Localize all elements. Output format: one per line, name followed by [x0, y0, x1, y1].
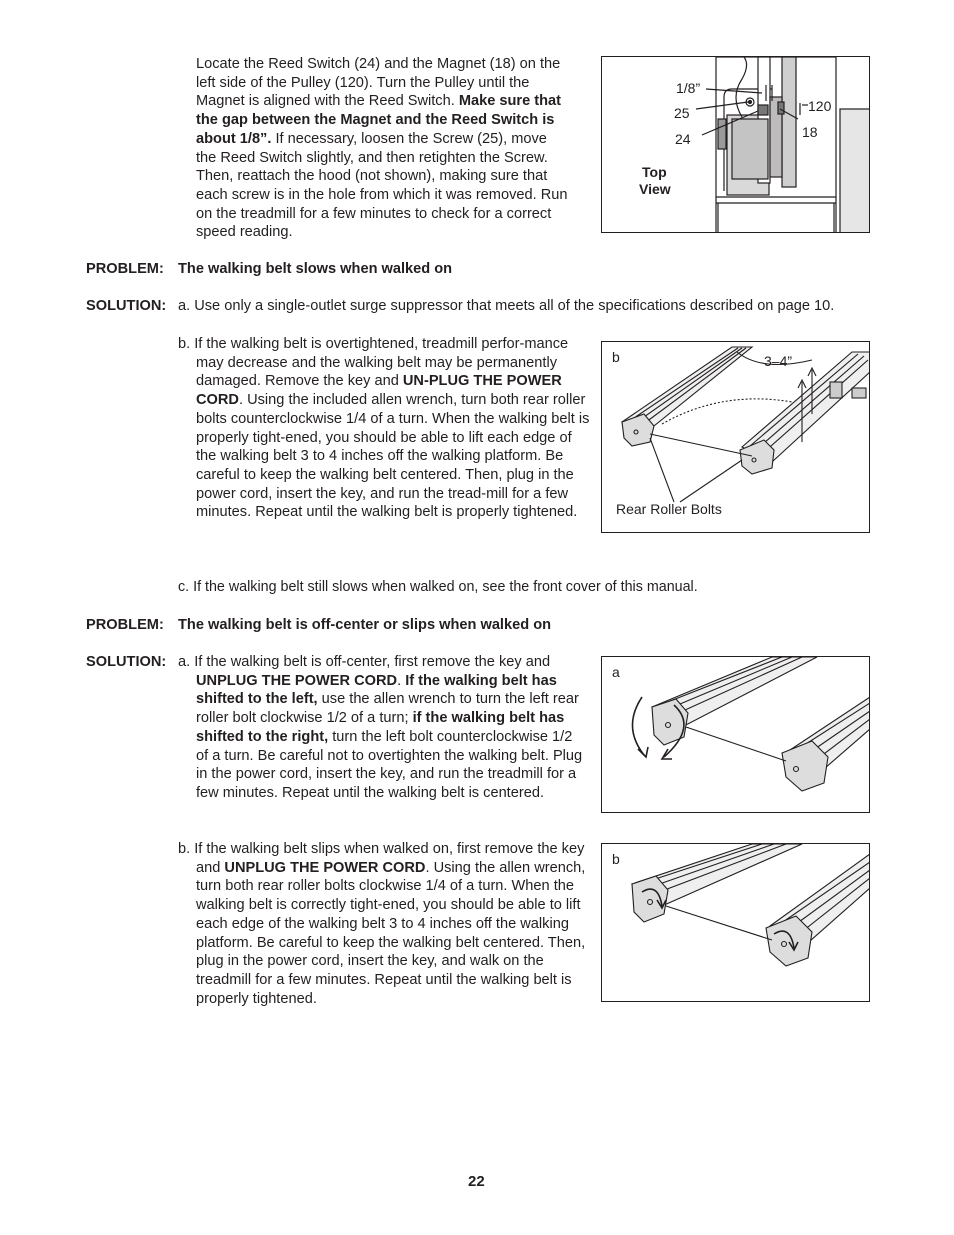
view-label-top: Top	[642, 164, 667, 180]
solution-2a-paragraph: a. If the walking belt is off-center, first remove the key and UNPLUG THE POWER CORD. If the walking belt has shifted to the left, use the allen wrench to turn the left rear roller bolt clockwise 1/2 of a turn; if the walking belt has shifted to the right, turn the left bolt counterclockwise 1/2 of a turn. Be careful not to overtighten the walking belt. Plug in the power cord, insert the key, and run the treadmill for a few minutes. Repeat until the walking belt is centered.	[178, 654, 583, 801]
part-label-18: 18	[802, 124, 818, 140]
solution-1b-paragraph: b. If the walking belt is overtightened, treadmill perfor-mance may decrease and the walking belt may be permanently damaged. Remove the key and UN-PLUG THE POWER CORD. Using the included allen wrench, turn both rear roller bolts counterclockwise 1/4 of a turn. When the walking belt is properly tight-ened, you should be able to lift each edge of the walking belt 3 to 4 inches off the walking platform. Be careful to keep the walking belt centered. Then, plug in the power cord, insert the key, and run the tread-mill for a few minutes. Repeat until the walking belt is properly tightened.	[178, 336, 590, 521]
view-label-view: View	[639, 181, 671, 197]
solution-1a-text: a. Use only a single-outlet surge suppressor that meets all of the specifications described on page 10.	[178, 298, 835, 314]
problem-2-heading: The walking belt is off-center or slips when walked on	[178, 617, 552, 633]
solution-2-label: SOLUTION:	[86, 654, 167, 670]
lift-height-label: 3–4”	[764, 353, 793, 369]
top-view-drawing	[602, 57, 870, 233]
figure-letter-b-2: b	[612, 851, 620, 867]
solution-1-label: SOLUTION:	[86, 298, 167, 314]
figure-letter-b: b	[612, 349, 620, 365]
problem-2-label: PROBLEM:	[86, 617, 164, 633]
reed-switch-paragraph: Locate the Reed Switch (24) and the Magnet (18) on the left side of the Pulley (120). Turn the Pulley until the Magnet is aligned with the Reed Switch. Make sure that the gap between the Magnet and the Reed Switch is about 1/8”. If necessary, loosen the Screw (25), move the Reed Switch slightly, and then retighten the Screw. Then, reattach the hood (not shown), making sure that each screw is in the hole from which it was removed. Run on the treadmill for a few minutes to check for a correct speed reading.	[196, 56, 568, 241]
belt-slip-adjust-figure	[601, 843, 870, 1002]
rear-roller-bolts-caption: Rear Roller Bolts	[616, 501, 722, 517]
belt-slip-adjust-drawing	[602, 844, 870, 1002]
solution-2b-paragraph: b. If the walking belt slips when walked on, first remove the key and UNPLUG THE POWER CORD. Using the allen wrench, turn both rear roller bolts clockwise 1/4 of a turn. When the walking belt is correctly tight-ened, you should be able to lift each edge of the walking belt 3 to 4 inches off the walking platform. Be careful to keep the walking belt centered. Then, plug in the power cord, insert the key, and walk on the treadmill for a few minutes. Repeat until the walking belt is properly tightened.	[178, 841, 586, 1007]
part-label-24: 24	[675, 131, 691, 147]
solution-1c-text: c. If the walking belt still slows when walked on, see the front cover of this manual.	[178, 579, 698, 595]
gap-label: 1/8”	[676, 80, 701, 96]
problem-1-heading: The walking belt slows when walked on	[178, 261, 453, 277]
figure-letter-a: a	[612, 664, 620, 680]
page-number: 22	[468, 1173, 485, 1190]
belt-center-adjust-drawing	[602, 657, 870, 813]
belt-lift-figure	[601, 341, 870, 533]
belt-center-adjust-figure	[601, 656, 870, 813]
part-label-25: 25	[674, 105, 690, 121]
part-label-120: 120	[808, 98, 832, 114]
reed-switch-top-view-figure	[601, 56, 870, 233]
problem-1-label: PROBLEM:	[86, 261, 164, 277]
